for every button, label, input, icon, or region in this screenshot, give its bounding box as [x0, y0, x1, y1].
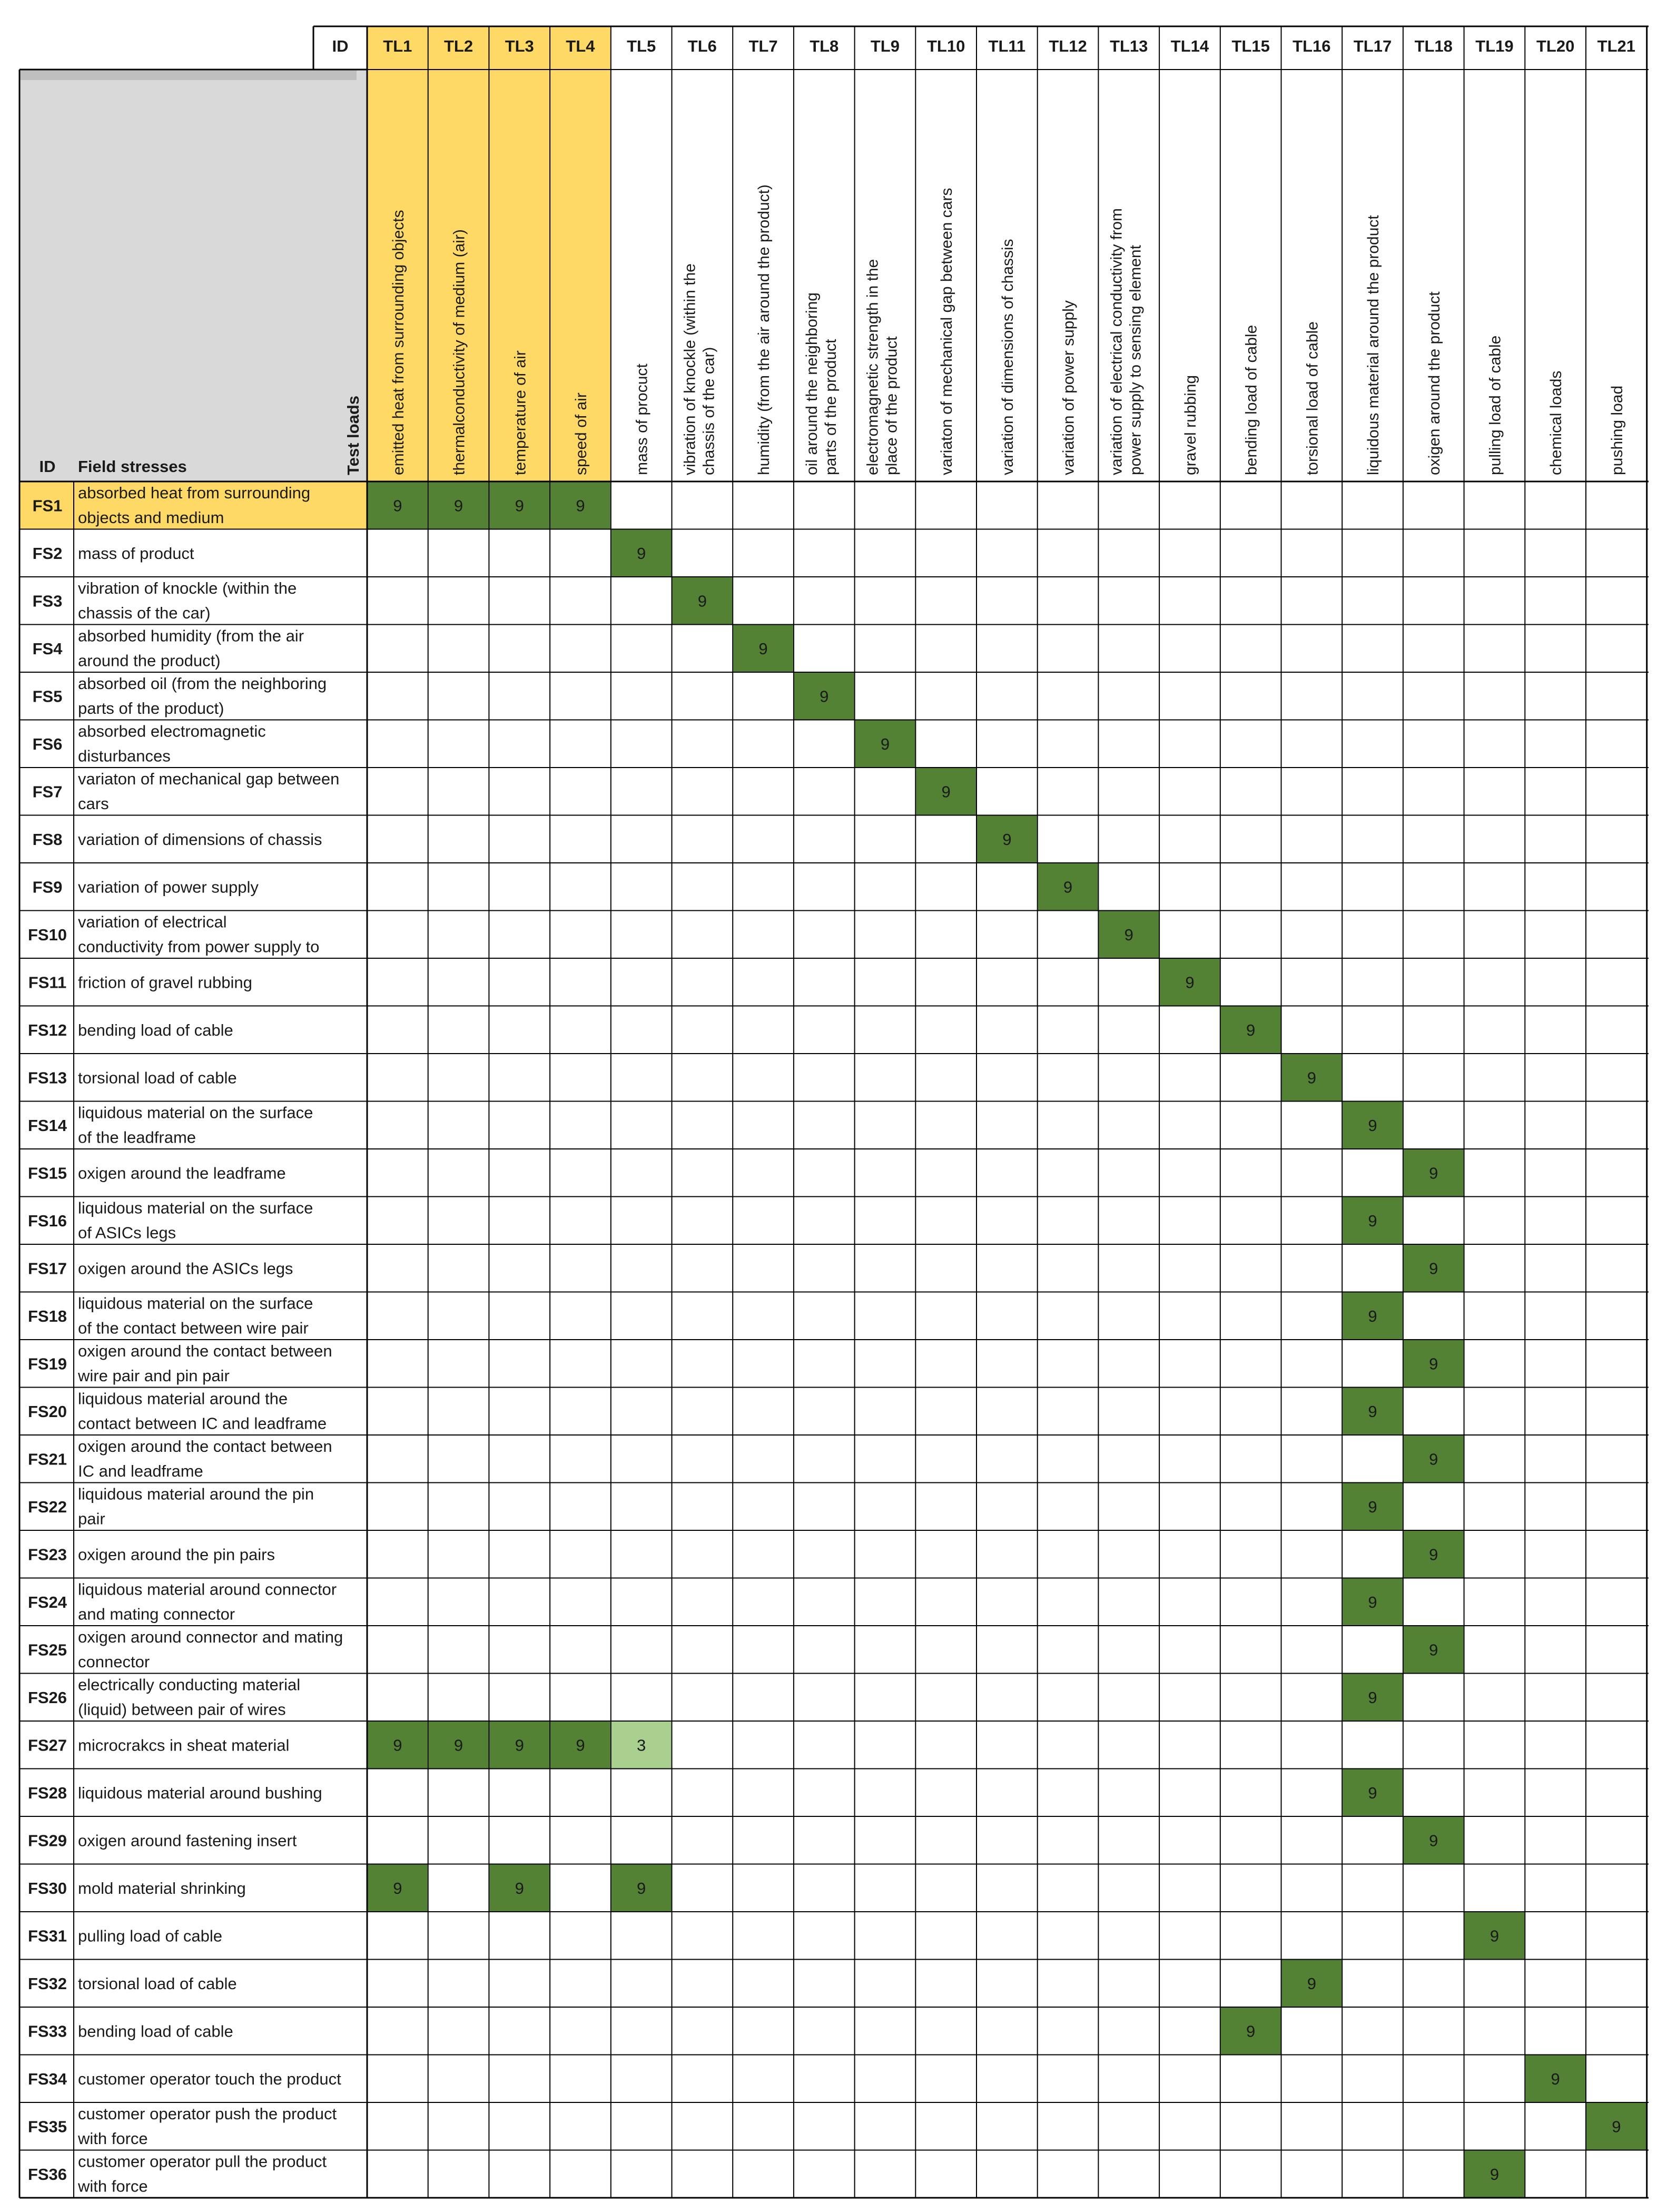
row-id-fs31: FS31 — [27, 1926, 67, 1945]
column-label-line: electromagnetic strength in the — [864, 259, 882, 475]
column-label-line: chassis of the car) — [700, 347, 718, 475]
column-id-tl21: TL21 — [1597, 37, 1636, 55]
value-label-fs6-tl9: 9 — [880, 734, 890, 753]
column-label-line: power supply to sensing element — [1127, 245, 1145, 475]
value-label-fs31-tl19: 9 — [1490, 1926, 1500, 1945]
row-label-fs15: oxigen around the leadframe — [78, 1164, 286, 1183]
value-label-fs27-tl1: 9 — [393, 1736, 402, 1755]
column-id-tl10: TL10 — [926, 37, 965, 55]
value-label-fs1-tl4: 9 — [576, 496, 585, 515]
column-label-tl11: variation of dimensions of chassis — [999, 239, 1017, 475]
row-id-fs5: FS5 — [32, 687, 63, 706]
row-id-fs20: FS20 — [27, 1402, 67, 1421]
column-label-line: oil around the neighboring — [803, 292, 821, 475]
column-label-tl4: speed of air — [572, 392, 590, 475]
row-id-fs35: FS35 — [27, 2117, 67, 2136]
row-label-line: variaton of mechanical gap between — [78, 770, 340, 788]
column-label-tl10: variaton of mechanical gap between cars — [938, 188, 956, 475]
header-corner-shade — [19, 70, 357, 80]
row-label-line: liquidous material on the surface — [78, 1294, 313, 1313]
column-id-tl20: TL20 — [1536, 37, 1575, 55]
row-label-fs12: bending load of cable — [78, 1020, 233, 1039]
row-label-line: liquidous material around the — [78, 1389, 288, 1408]
row-id-fs16: FS16 — [27, 1211, 67, 1230]
row-id-fs6: FS6 — [32, 734, 63, 753]
value-label-fs2-tl5: 9 — [637, 544, 646, 563]
row-label-fs27: microcrakcs in sheat material — [78, 1736, 290, 1755]
row-id-fs36: FS36 — [27, 2165, 67, 2184]
value-label-fs4-tl7: 9 — [758, 639, 768, 658]
row-label-fs23: oxigen around the pin pairs — [78, 1545, 275, 1564]
value-label-fs15-tl18: 9 — [1429, 1164, 1438, 1183]
column-id-tl3: TL3 — [505, 37, 534, 55]
row-id-fs22: FS22 — [27, 1497, 67, 1516]
value-label-fs7-tl10: 9 — [941, 782, 951, 801]
column-label-tl18: oxigen around the product — [1425, 291, 1443, 475]
row-id-fs17: FS17 — [27, 1259, 67, 1278]
row-label-fs28: liquidous material around bushing — [78, 1783, 322, 1802]
value-label-fs28-tl17: 9 — [1368, 1783, 1377, 1802]
row-id-fs9: FS9 — [32, 878, 63, 897]
column-id-tl15: TL15 — [1231, 37, 1270, 55]
row-label-line: IC and leadframe — [78, 1462, 203, 1480]
row-id-fs26: FS26 — [27, 1688, 67, 1707]
column-label-line: vibration of knockle (within the — [681, 263, 699, 475]
row-id-fs27: FS27 — [27, 1736, 67, 1755]
row-id-fs23: FS23 — [27, 1545, 67, 1564]
row-id-fs14: FS14 — [27, 1116, 67, 1135]
row-id-fs7: FS7 — [32, 782, 63, 801]
row-label-fs33: bending load of cable — [78, 2022, 233, 2041]
column-id-tl19: TL19 — [1475, 37, 1514, 55]
value-label-fs9-tl12: 9 — [1063, 878, 1073, 897]
row-label-line: (liquid) between pair of wires — [78, 1700, 286, 1719]
id-header-label: ID — [332, 37, 349, 55]
row-label-line: cars — [78, 794, 109, 813]
row-label-line: of the contact between wire pair — [78, 1319, 309, 1338]
row-id-fs3: FS3 — [32, 592, 63, 611]
row-id-fs12: FS12 — [27, 1020, 67, 1039]
row-id-fs34: FS34 — [27, 2069, 67, 2088]
row-label-fs34: customer operator touch the product — [78, 2069, 341, 2088]
column-id-tl11: TL11 — [988, 37, 1026, 55]
value-label-fs5-tl8: 9 — [820, 687, 829, 706]
column-label-line: parts of the product — [822, 339, 840, 475]
row-label-line: vibration of knockle (within the — [78, 579, 297, 597]
row-id-fs19: FS19 — [27, 1354, 67, 1373]
value-label-fs18-tl17: 9 — [1368, 1306, 1377, 1325]
row-label-line: electrically conducting material — [78, 1675, 301, 1694]
column-label-tl5: mass of procuct — [633, 363, 651, 475]
row-label-line: pair — [78, 1509, 105, 1528]
value-label-fs12-tl15: 9 — [1246, 1020, 1256, 1039]
row-label-fs11: friction of gravel rubbing — [78, 973, 252, 992]
row-label-fs8: variation of dimensions of chassis — [78, 830, 322, 849]
column-label-tl1: emitted heat from surrounding objects — [389, 210, 407, 475]
column-id-tl18: TL18 — [1414, 37, 1453, 55]
value-label-fs20-tl17: 9 — [1368, 1402, 1377, 1421]
column-id-tl7: TL7 — [748, 37, 778, 55]
row-id-fs28: FS28 — [27, 1783, 67, 1802]
value-label-fs32-tl16: 9 — [1307, 1974, 1316, 1993]
value-label-fs14-tl17: 9 — [1368, 1116, 1377, 1135]
value-label-fs35-tl21: 9 — [1612, 2117, 1621, 2136]
row-label-line: liquidous material on the surface — [78, 1198, 313, 1217]
value-label-fs27-tl3: 9 — [515, 1736, 524, 1755]
row-label-line: liquidous material around connector — [78, 1580, 337, 1599]
row-label-line: absorbed heat from surrounding — [78, 484, 311, 502]
row-id-fs24: FS24 — [27, 1592, 67, 1611]
value-label-fs8-tl11: 9 — [1002, 830, 1012, 849]
row-label-line: variation of electrical — [78, 912, 227, 931]
value-label-fs1-tl2: 9 — [453, 496, 463, 515]
row-label-fs32: torsional load of cable — [78, 1974, 237, 1993]
value-label-fs26-tl17: 9 — [1368, 1688, 1377, 1707]
row-id-fs21: FS21 — [27, 1450, 67, 1469]
row-id-fs29: FS29 — [27, 1831, 67, 1850]
row-label-line: connector — [78, 1653, 150, 1671]
row-label-line: oxigen around the contact between — [78, 1437, 332, 1456]
column-label-tl15: bending load of cable — [1242, 325, 1260, 475]
value-label-fs1-tl3: 9 — [515, 496, 524, 515]
row-label-line: oxigen around connector and mating — [78, 1628, 343, 1646]
column-id-tl17: TL17 — [1353, 37, 1392, 55]
value-label-fs16-tl17: 9 — [1368, 1211, 1377, 1230]
row-id-fs25: FS25 — [27, 1640, 67, 1659]
row-id-fs15: FS15 — [27, 1164, 67, 1183]
row-id-fs2: FS2 — [32, 544, 63, 563]
column-label-tl7: humidity (from the air around the product) — [755, 184, 773, 475]
row-label-fs9: variation of power supply — [78, 878, 259, 897]
row-label-line: and mating connector — [78, 1605, 235, 1624]
row-label-fs13: torsional load of cable — [78, 1068, 237, 1087]
column-id-tl1: TL1 — [383, 37, 412, 55]
column-label-tl3: temperature of air — [511, 350, 529, 475]
value-label-fs30-tl3: 9 — [515, 1879, 524, 1898]
value-label-fs36-tl19: 9 — [1490, 2165, 1500, 2184]
row-id-fs10: FS10 — [27, 925, 67, 944]
row-label-line: parts of the product) — [78, 699, 224, 717]
row-label-line: absorbed oil (from the neighboring — [78, 674, 327, 693]
value-label-fs22-tl17: 9 — [1368, 1497, 1377, 1516]
row-label-line: oxigen around the contact between — [78, 1342, 332, 1360]
row-label-line: customer operator push the product — [78, 2105, 337, 2123]
value-label-fs23-tl18: 9 — [1429, 1545, 1438, 1564]
value-label-fs30-tl5: 9 — [637, 1879, 646, 1898]
row-label-line: of the leadframe — [78, 1128, 196, 1147]
column-id-tl8: TL8 — [810, 37, 839, 55]
row-label-line: customer operator pull the product — [78, 2152, 327, 2171]
value-label-fs30-tl1: 9 — [393, 1879, 402, 1898]
row-label-line: contact between IC and leadframe — [78, 1414, 327, 1433]
row-label-line: disturbances — [78, 746, 171, 765]
column-label-tl16: torsional load of cable — [1304, 321, 1321, 475]
value-label-fs27-tl2: 9 — [453, 1736, 463, 1755]
column-id-tl6: TL6 — [687, 37, 717, 55]
column-label-tl20: chemical loads — [1547, 370, 1565, 475]
column-id-tl5: TL5 — [627, 37, 656, 55]
row-id-fs4: FS4 — [32, 639, 63, 658]
column-id-tl2: TL2 — [443, 37, 474, 55]
column-label-tl17: liquidous material around the product — [1365, 215, 1383, 475]
value-label-fs25-tl18: 9 — [1429, 1640, 1438, 1659]
row-id-fs8: FS8 — [32, 830, 63, 849]
row-id-fs30: FS30 — [27, 1879, 67, 1898]
row-label-line: objects and medium — [78, 508, 224, 527]
row-label-fs30: mold material shrinking — [78, 1879, 246, 1898]
value-label-fs21-tl18: 9 — [1429, 1450, 1438, 1469]
row-id-fs13: FS13 — [27, 1068, 67, 1087]
column-id-tl13: TL13 — [1110, 37, 1148, 55]
column-id-tl16: TL16 — [1293, 37, 1331, 55]
value-label-fs13-tl16: 9 — [1307, 1068, 1316, 1087]
value-label-fs33-tl15: 9 — [1246, 2022, 1256, 2041]
row-label-line: with force — [78, 2177, 148, 2196]
value-label-fs27-tl5: 3 — [637, 1736, 646, 1755]
value-label-fs3-tl6: 9 — [697, 592, 707, 611]
column-label-tl21: pushing load — [1608, 385, 1626, 475]
column-label-line: variation of electrical conductivity from — [1108, 208, 1126, 475]
value-label-fs27-tl4: 9 — [576, 1736, 585, 1755]
value-label-fs19-tl18: 9 — [1429, 1354, 1438, 1373]
column-id-tl9: TL9 — [870, 37, 900, 55]
row-label-line: chassis of the car) — [78, 604, 211, 622]
column-label-tl12: variation of power supply — [1060, 300, 1078, 475]
column-id-tl14: TL14 — [1170, 37, 1209, 55]
row-id-fs1: FS1 — [32, 496, 63, 515]
row-label-line: wire pair and pin pair — [78, 1366, 230, 1385]
field-stresses-header-label: Field stresses — [78, 457, 187, 476]
row-label-line: of ASICs legs — [78, 1223, 176, 1242]
row-label-line: absorbed humidity (from the air — [78, 626, 304, 645]
row-id-fs32: FS32 — [27, 1974, 67, 1993]
row-label-line: conductivity from power supply to — [78, 937, 320, 956]
row-label-line: with force — [78, 2129, 148, 2148]
value-label-fs11-tl14: 9 — [1185, 973, 1195, 992]
row-label-line: liquidous material on the surface — [78, 1103, 313, 1122]
column-label-tl2: thermalconductivity of medium (air) — [450, 229, 468, 475]
row-id-fs11: FS11 — [28, 973, 67, 992]
row-label-fs2: mass of product — [78, 544, 194, 563]
value-label-fs34-tl20: 9 — [1551, 2069, 1560, 2088]
value-label-fs1-tl1: 9 — [393, 496, 402, 515]
value-label-fs29-tl18: 9 — [1429, 1831, 1438, 1850]
value-label-fs10-tl13: 9 — [1124, 925, 1133, 944]
column-label-tl14: gravel rubbing — [1181, 375, 1199, 475]
value-label-fs24-tl17: 9 — [1368, 1592, 1377, 1611]
column-label-tl19: pulling load of cable — [1486, 335, 1504, 475]
row-label-line: liquidous material around the pin — [78, 1485, 314, 1503]
row-label-line: around the product) — [78, 651, 221, 670]
column-id-tl4: TL4 — [566, 37, 595, 55]
row-label-line: absorbed electromagnetic — [78, 722, 266, 741]
header-corner-panel — [19, 70, 367, 481]
row-label-fs17: oxigen around the ASICs legs — [78, 1259, 293, 1278]
row-id-header-label: ID — [39, 457, 56, 476]
value-label-fs17-tl18: 9 — [1429, 1259, 1438, 1278]
row-id-fs33: FS33 — [27, 2022, 67, 2041]
column-label-line: place of the product — [883, 336, 901, 475]
column-id-tl12: TL12 — [1049, 37, 1087, 55]
test-loads-label: Test loads — [344, 395, 362, 475]
row-label-fs29: oxigen around fastening insert — [78, 1831, 297, 1850]
row-id-fs18: FS18 — [27, 1306, 67, 1325]
row-label-fs31: pulling load of cable — [78, 1926, 223, 1945]
